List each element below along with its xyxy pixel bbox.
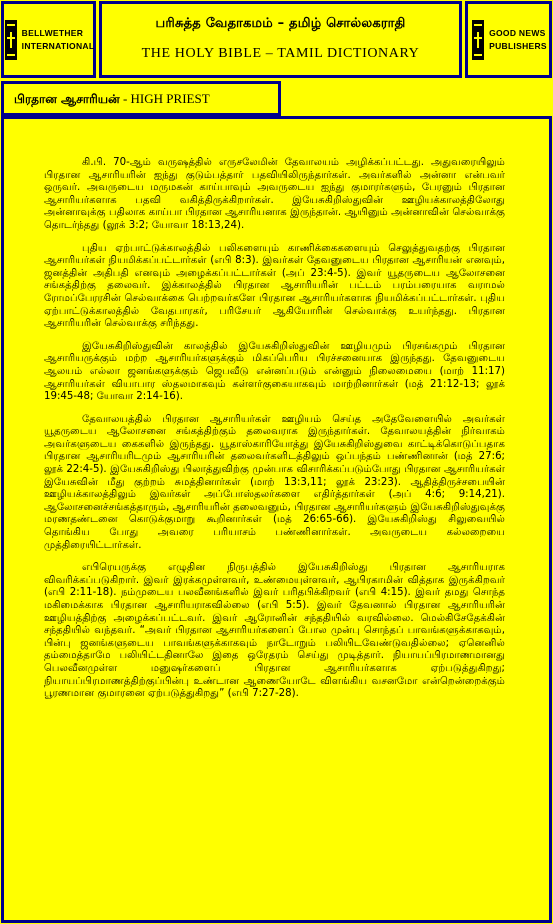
left-logo-line1: BELLWETHER: [21, 27, 84, 38]
paragraph: தேவாலயத்தில் பிரதான ஆசாரியர்கள் ஊழியம் செய்த அதேவேளையில் அவர்கள் யூதருடைய ஆலோசனை சங்கத்திற்கும் தலைவராக இருந்தார்கள். தேவாலயத்தின் நிர்வாகம் அவர்களுடைய கைகளில் இருந்தது. யூதாஸ்காரியோத்து இயேசுகிறிஸ்துவை காட்டிக்கொடுப்பதாக பிரதான ஆசாரியரிடமும் ஆசாரியரின் தலைவர்களிடத்திலும் ஒப்பந்தம் பண்ணினான் (மத் 27:6; லூக் 22:4-5). இயேசுகிறிஸ்து பிலாத்துவிற்கு முன்பாக விசாரிக்கப்படும்போது பிரதான ஆசாரியர்கள் இயேசுவின் மீது குற்றம் சுமத்தினார்கள் (மாற் 13:3,11; லூக் 23:23). ஆதித்திருச்சபையின் ஊழியக்காலத்திலும் இவர்கள் அப்போஸ்தலர்களை எதிர்த்தார்கள் (அப் 4:6; 9:14,21). ஆலோசனைச்சங்கத்தாரும், ஆசாரியரின் தலைவனும், பிரதான ஆசாரியர்களும் இயேசுகிறிஸ்துவுக்கு மரணதண்டனை கொடுக்குமாறு கூறினார்கள் (மத் 26:65-66). இயேசுகிறிஸ்து சிலுவையில் தொங்கிய போது அவரை பரியாசம் பண்ணினார்கள். அவருடைய கல்லறையை முத்திரையிட்டார்கள்.: [44, 413, 505, 551]
good-news-logo-box: [465, 1, 552, 78]
topic-box: [1, 81, 281, 116]
title-english: THE HOLY BIBLE – TAMIL DICTIONARY: [141, 46, 420, 61]
topic-english: HIGH PRIEST: [130, 91, 210, 106]
topic-heading: [14, 91, 268, 108]
open-book-icon: [470, 18, 486, 62]
title-box: [99, 1, 462, 78]
paragraph: எபிரெயருக்கு எழுதின நிருபத்தில் இயேசுகிறிஸ்து பிரதான ஆசாரியராக விவரிக்கப்படுகிறார். இவர் இரக்கமுள்ளவர், உண்மையுள்ளவர், ஆபிரகாமின் வித்தாக இருக்கிறவர் (எபி 2:11-18). நம்முடைய பலவீனங்களில் இவர் பரிதபிக்கிறவர் (எபி 4:15). இவர் தமது சொந்த மகிமைக்காக பிரதான ஆசாரியராகவில்லை (எபி 5:5). இவர் தேவனால் பிரதான ஆசாரியரின் ஊழியத்திற்கு அழைக்கப்பட்டவர். இவர் ஆரோனின் சந்ததியில் வரவில்லை. மெல்கிசேதேக்கின் சந்ததியில் வந்தவர். “அவர் பிரதான ஆசாரியர்களைப் போல முன்பு சொந்தப் பாவங்களுக்காகவும், பின்பு ஜனங்களுடைய பாவங்களுக்காகவும் நாடோறும் பலியிடவேண்டுவதில்லை; ஏனெனில் தம்மைத்தாமே பலியிட்டதினாலே இதை ஒரேதரம் செய்து முடித்தார். நியாயப்பிரமாணமானது பெலவீனமுள்ள மனுஷர்களைப் பிரதான ஆசாரியர்களாக ஏற்படுத்துகிறது; நியாயப்பிரமாணத்திற்குப்பின்பு உண்டான ஆணையோடே விளங்கிய வசனமோ என்றென்றைக்கும் பூரணமான குமாரனை ஏற்படுத்துகிறது” (எபி 7:27-28).: [44, 562, 505, 700]
article-body: [1, 116, 552, 923]
title-tamil: பரிசுத்த வேதாகமம் – தமிழ் சொல்லகராதி: [155, 16, 406, 31]
paragraph: கி.பி. 70-ஆம் வருஷத்தில் எருசலேமின் தேவாலயம் அழிக்கப்பட்டது. அதுவரையிலும் பிரதான ஆசாரியரின் ஐந்து குடும்பத்தார் பதவியிலிருந்தார்கள். அவர்களில் அன்னா என்பவர் ஒருவர். அவருடைய மருமகன் காய்பாவும் அவருடைய ஐந்து குமாரர்களும், பேரனும் பிரதான ஆசாரியர்களாக பதவி வகித்திருக்கிறார்கள். இயேசுகிறிஸ்துவின் ஊழியக்காலத்திலோது அன்னாவுக்கு பதிலாக காய்பா பிரதான ஆசாரியனாக இருந்தான். ஆயினும் அன்னாவின் செல்வாக்கு தொடர்ந்தது (லூக் 3:2; யோவா 18:13,24).: [44, 157, 505, 231]
right-logo-line2: PUBLISHERS: [489, 40, 547, 51]
left-logo-line2: INTERNATIONAL: [21, 40, 95, 51]
topic-separator: -: [119, 91, 131, 106]
topic-tamil: பிரதான ஆசாரியன்: [14, 92, 120, 106]
bellwether-logo: [3, 18, 95, 62]
right-logo-line1: GOOD NEWS: [489, 27, 546, 38]
paragraph: புதிய ஏற்பாட்டுக்காலத்தில் பலிகளையும் காணிக்கைகளையும் செலுத்துவதற்கு பிரதான ஆசாரியர்கள் நியமிக்கப்பட்டார்கள் (எபி 8:3). இவர்கள் தேவனுடைய பிரதான ஆசாரியன் எனவும், ஜனத்தின் அதிபதி எனவும் அழைக்கப்பட்டார்கள் (அப் 23:4-5). இவர் யூதருடைய ஆலோசனை சங்கத்திற்கு தலைவர். இக்காலத்தில் பிரதான ஆசாரியரின் பட்டம் பரம்பரையாக வராமல் ரோமப்பேரரசின் செல்வாக்கை பெற்றவர்களே பிரதான ஆசாரியர்களாக நியமிக்கப்பட்டார்கள். புதிய ஏற்பாட்டுக்காலத்தில் வேதபாரகர், பரிசேயர் ஆகியோரின் செல்வாக்கு உயர்ந்தது. பிரதான ஆசாரியரின் செல்வாக்கு சரிந்தது.: [44, 242, 505, 330]
good-news-logo: [470, 18, 547, 62]
bellwether-logo-box: [1, 1, 96, 78]
book-icon: [3, 18, 19, 62]
paragraph: இயேசுகிறிஸ்துவின் காலத்தில் இயேசுகிறிஸ்துவின் ஊழியமும் பிரசங்கமும் பிரதான ஆசாரியருக்கும் மற்ற ஆசாரியர்களுக்கும் மிகப்பெரிய பிரச்சனையாக இருந்தது. தேவனுடைய ஆலயம் எல்லா ஜனங்களுக்கும் ஜெபவீடு என்னப்படும் என்னும் நிலைமையை (மாற் 11:17) ஆசாரியர்கள் வியாபார ஸ்தலமாகவும் கள்ளர்குகையாகவும் மாற்றினார்கள் (மத் 21:12-13; லூக் 19:45-48; யோவா 2:14-16).: [44, 340, 505, 403]
